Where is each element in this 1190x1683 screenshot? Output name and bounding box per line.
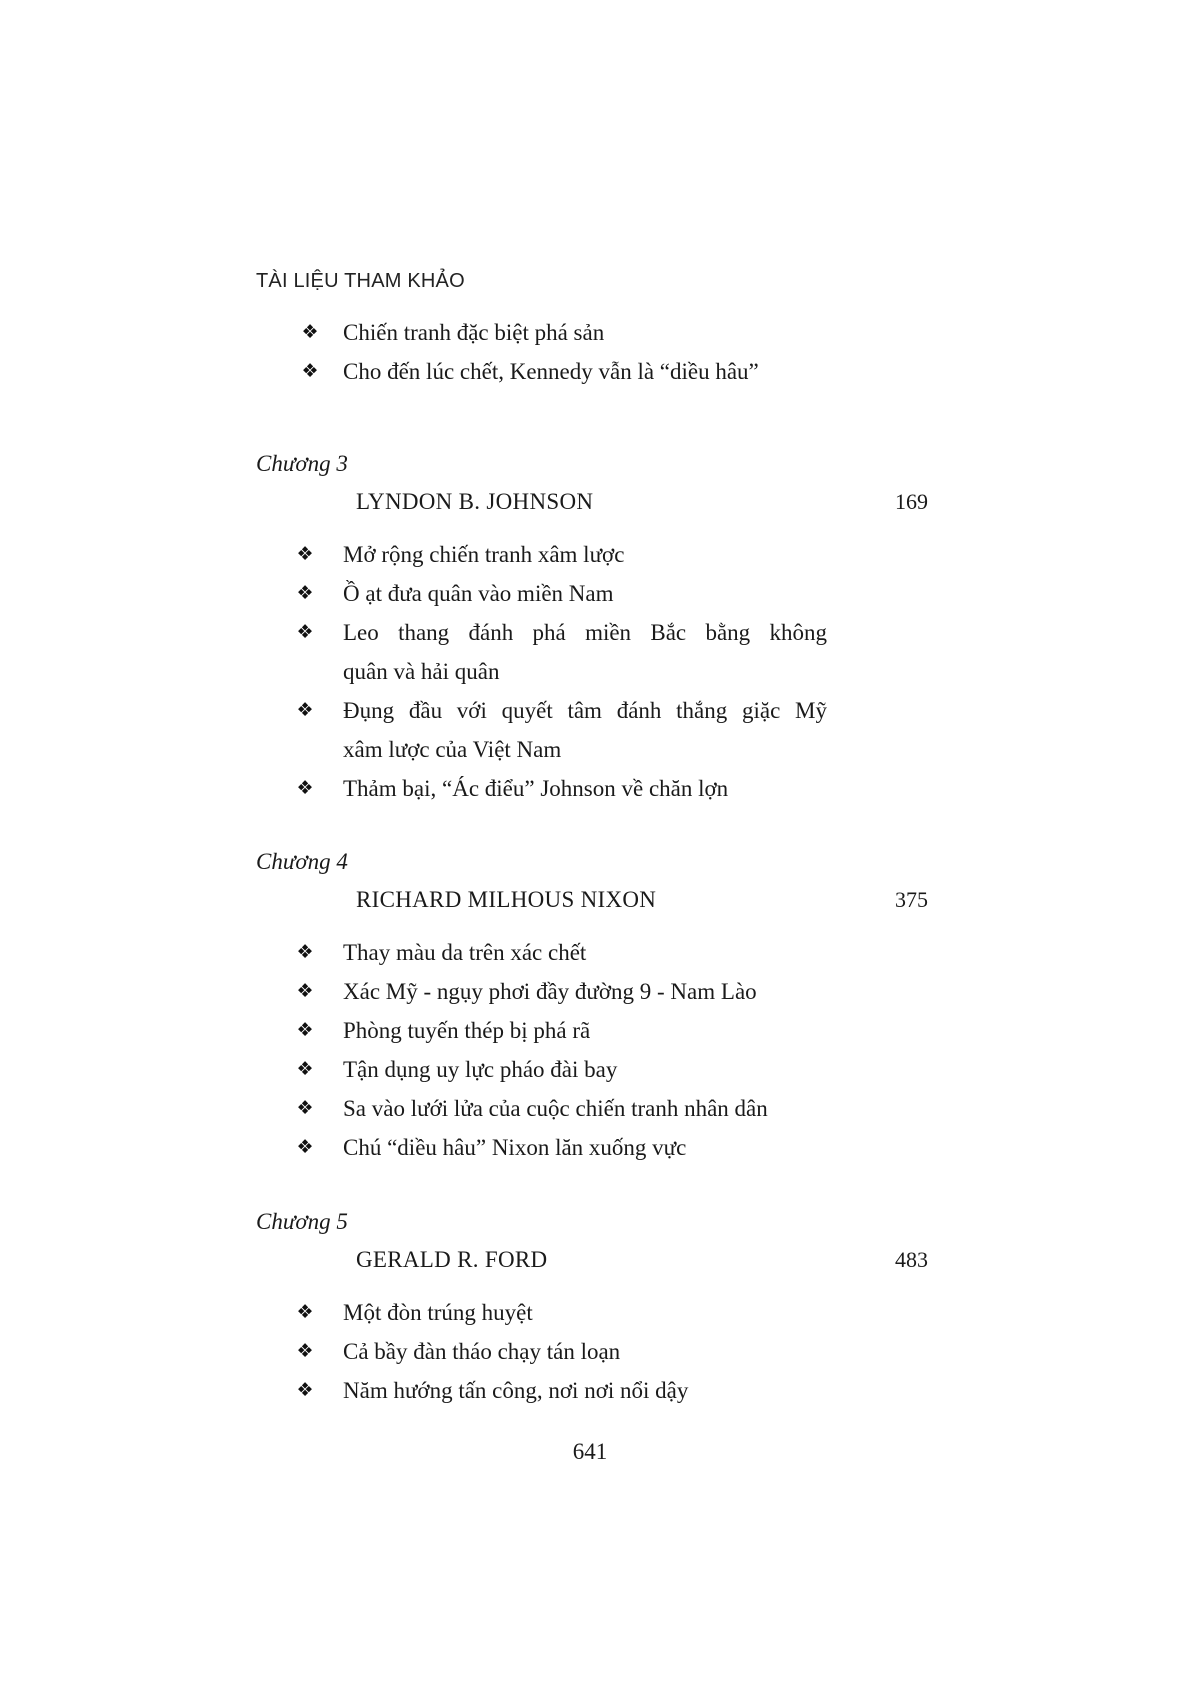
diamond-bullet-icon: ❖ (296, 1019, 314, 1041)
diamond-bullet-icon: ❖ (296, 699, 314, 721)
list-item-line: Đụng đầu với quyết tâm đánh thắng giặc Mỹ (343, 698, 827, 723)
list-item-text: Cả bầy đàn tháo chạy tán loạn (343, 1339, 621, 1364)
chapter-label: Chương 5 (256, 1209, 348, 1234)
diamond-bullet-icon: ❖ (296, 980, 314, 1002)
list-item-text: Chú “diều hâu” Nixon lăn xuống vực (343, 1135, 687, 1160)
list-item-text: Một đòn trúng huyệt (343, 1300, 533, 1325)
diamond-bullet-icon: ❖ (296, 621, 314, 643)
page-number-text: 641 (572, 1439, 608, 1464)
diamond-bullet-icon: ❖ (296, 777, 314, 799)
chapter-page-number: 375 (895, 887, 928, 912)
chapter-title: RICHARD MILHOUS NIXON (356, 887, 657, 912)
chapter-page-number: 169 (895, 489, 928, 514)
list-item-text: Xác Mỹ - ngụy phơi đầy đường 9 - Nam Lào (343, 979, 757, 1004)
list-item-text (343, 613, 827, 652)
diamond-bullet-icon: ❖ (296, 1340, 314, 1362)
list-item-line: quân và hải quân (343, 659, 500, 684)
list-item-line: xâm lược của Việt Nam (343, 737, 562, 762)
page-number (0, 1437, 1190, 1467)
diamond-bullet-icon: ❖ (296, 1301, 314, 1323)
diamond-bullet-icon: ❖ (301, 360, 319, 382)
list-item-text: Năm hướng tấn công, nơi nơi nổi dậy (343, 1378, 689, 1403)
chapter-title: GERALD R. FORD (356, 1247, 548, 1272)
diamond-bullet-icon: ❖ (296, 1097, 314, 1119)
diamond-bullet-icon: ❖ (296, 1136, 314, 1158)
diamond-bullet-icon: ❖ (296, 1058, 314, 1080)
list-item-text: Sa vào lưới lửa của cuộc chiến tranh nhân dân (343, 1096, 768, 1121)
diamond-bullet-icon: ❖ (296, 543, 314, 565)
list-item-line: Leo thang đánh phá miền Bắc bằng không (343, 620, 827, 645)
list-item-text: Ồ ạt đưa quân vào miền Nam (343, 581, 614, 606)
list-item-text: Cho đến lúc chết, Kennedy vẫn là “diều hâu” (343, 359, 759, 384)
chapter-label: Chương 3 (256, 451, 348, 476)
list-item-text: Tận dụng uy lực pháo đài bay (343, 1057, 618, 1082)
diamond-bullet-icon: ❖ (296, 1379, 314, 1401)
list-item-text: Thay màu da trên xác chết (343, 940, 587, 965)
diamond-bullet-icon: ❖ (296, 941, 314, 963)
list-item-text (343, 691, 827, 730)
list-item-text: Mở rộng chiến tranh xâm lược (343, 542, 625, 567)
diamond-bullet-icon: ❖ (301, 321, 319, 343)
list-item-text: Phòng tuyến thép bị phá rã (343, 1018, 591, 1043)
chapter-label: Chương 4 (256, 849, 348, 874)
list-item-text: Thảm bại, “Ác điểu” Johnson về chăn lợn (343, 776, 729, 801)
chapter-page-number: 483 (895, 1247, 928, 1272)
running-header: TÀI LIỆU THAM KHẢO (256, 270, 465, 292)
diamond-bullet-icon: ❖ (296, 582, 314, 604)
chapter-title: LYNDON B. JOHNSON (356, 489, 594, 514)
list-item-text: Chiến tranh đặc biệt phá sản (343, 320, 605, 345)
